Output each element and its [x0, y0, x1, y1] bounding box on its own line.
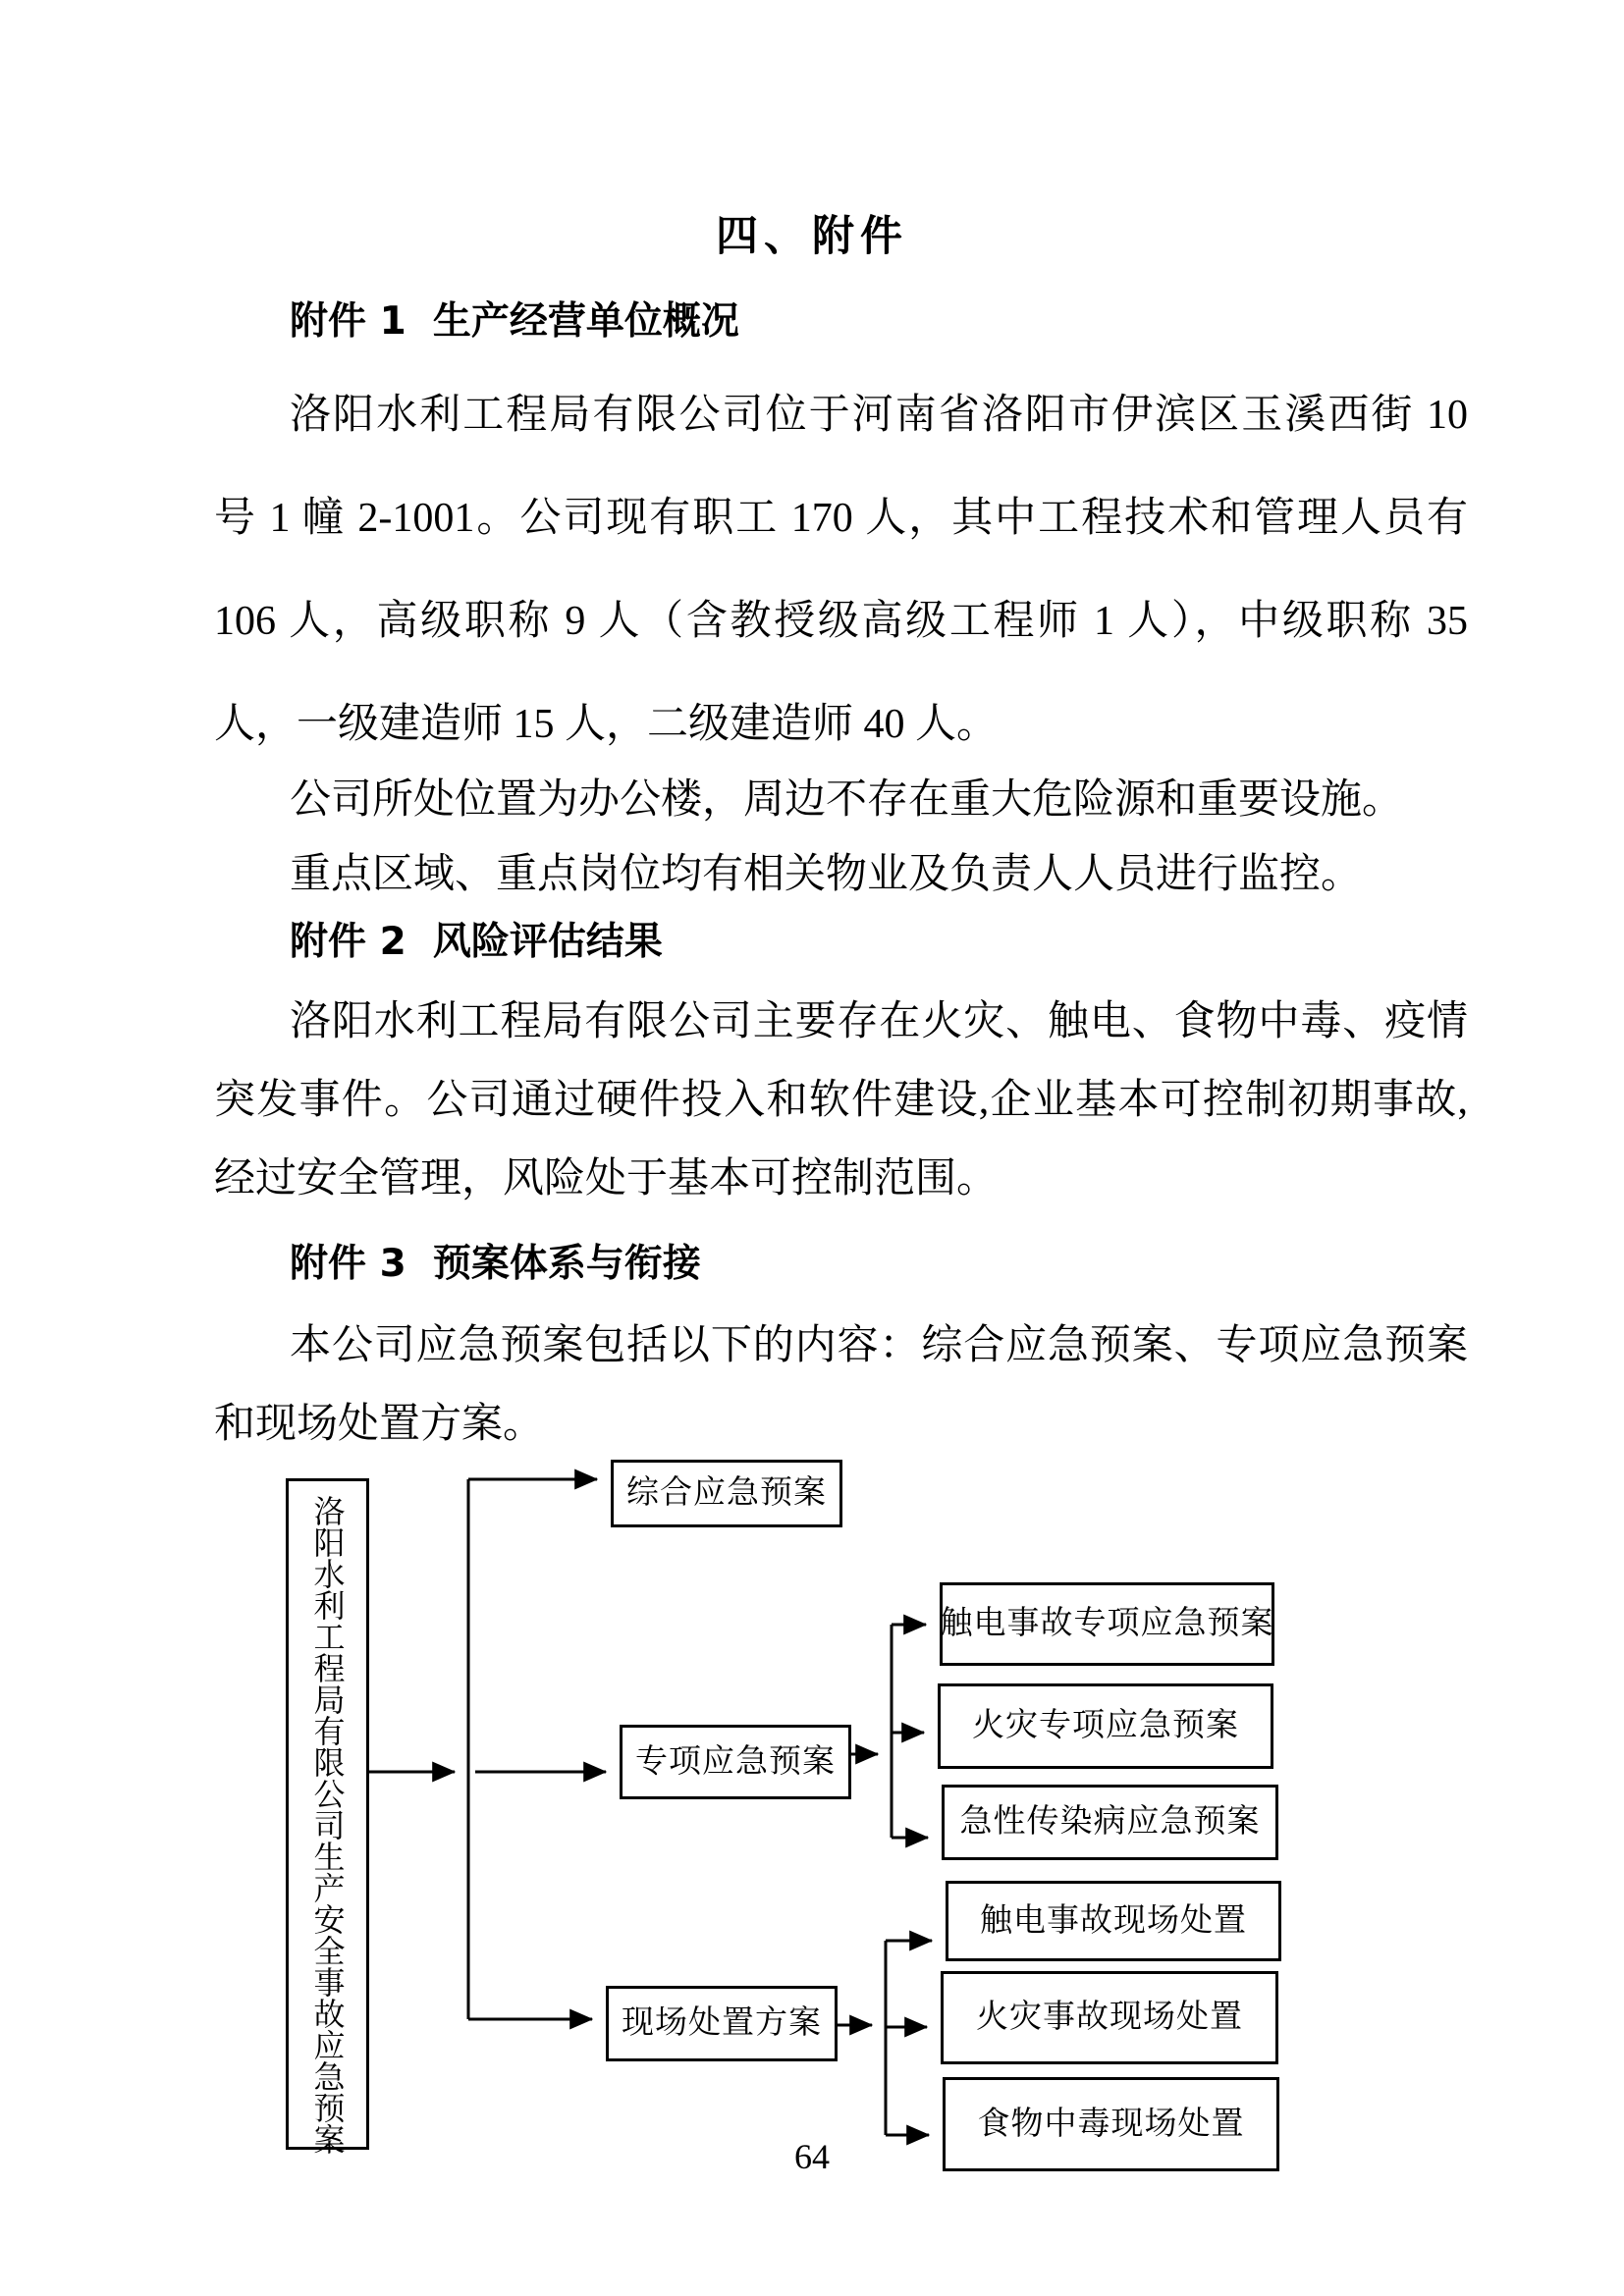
flowchart-box-epidemic-special: 急性传染病应急预案: [942, 1785, 1278, 1860]
body-line: 公司所处位置为办公楼，周边不存在重大危险源和重要设施。: [290, 777, 1404, 823]
body-line: 106 人，高级职称 9 人（含教授级高级工程师 1 人），中级职称 35: [214, 599, 1468, 644]
flowchart-box-food-onsite: 食物中毒现场处置: [943, 2077, 1279, 2171]
flowchart-box-electric-onsite: 触电事故现场处置: [946, 1881, 1281, 1961]
body-line: 和现场处置方案。: [214, 1402, 545, 1447]
body-line: 人，一级建造师 15 人，二级建造师 40 人。: [214, 702, 999, 747]
body-line: 本公司应急预案包括以下的内容：综合应急预案、专项应急预案: [290, 1323, 1468, 1368]
body-line: 洛阳水利工程局有限公司位于河南省洛阳市伊滨区玉溪西街 10: [290, 393, 1468, 438]
body-line: 号 1 幢 2-1001。公司现有职工 170 人，其中工程技术和管理人员有: [214, 496, 1468, 541]
body-line: 经过安全管理，风险处于基本可控制范围。: [214, 1156, 999, 1201]
page-number: 64: [794, 2137, 830, 2176]
body-line: 重点区域、重点岗位均有相关物业及负责人人员进行监控。: [290, 852, 1363, 897]
flowchart-box-onsite-plan: 现场处置方案: [606, 1986, 838, 2061]
flowchart-box-special-plan: 专项应急预案: [620, 1725, 851, 1799]
flowchart-box-fire-onsite: 火灾事故现场处置: [941, 1971, 1278, 2064]
flowchart-box-comprehensive-plan: 综合应急预案: [611, 1460, 842, 1527]
section-heading-attachment-1: 附件 1 生产经营单位概况: [290, 299, 739, 344]
body-line: 突发事件。公司通过硬件投入和软件建设,企业基本可控制初期事故,: [214, 1078, 1468, 1123]
flowchart-box-electric-special: 触电事故专项应急预案: [940, 1582, 1274, 1666]
section-heading-attachment-3: 附件 3 预案体系与衔接: [290, 1242, 701, 1286]
page-title: 四、附件: [716, 212, 908, 261]
body-line: 洛阳水利工程局有限公司主要存在火灾、触电、食物中毒、疫情: [290, 999, 1468, 1044]
flowchart-root-box: 洛阳水利工程局有限公司生产安全事故应急预案: [286, 1478, 369, 2150]
section-heading-attachment-2: 附件 2 风险评估结果: [290, 920, 663, 964]
flowchart-box-fire-special: 火灾专项应急预案: [938, 1683, 1273, 1769]
